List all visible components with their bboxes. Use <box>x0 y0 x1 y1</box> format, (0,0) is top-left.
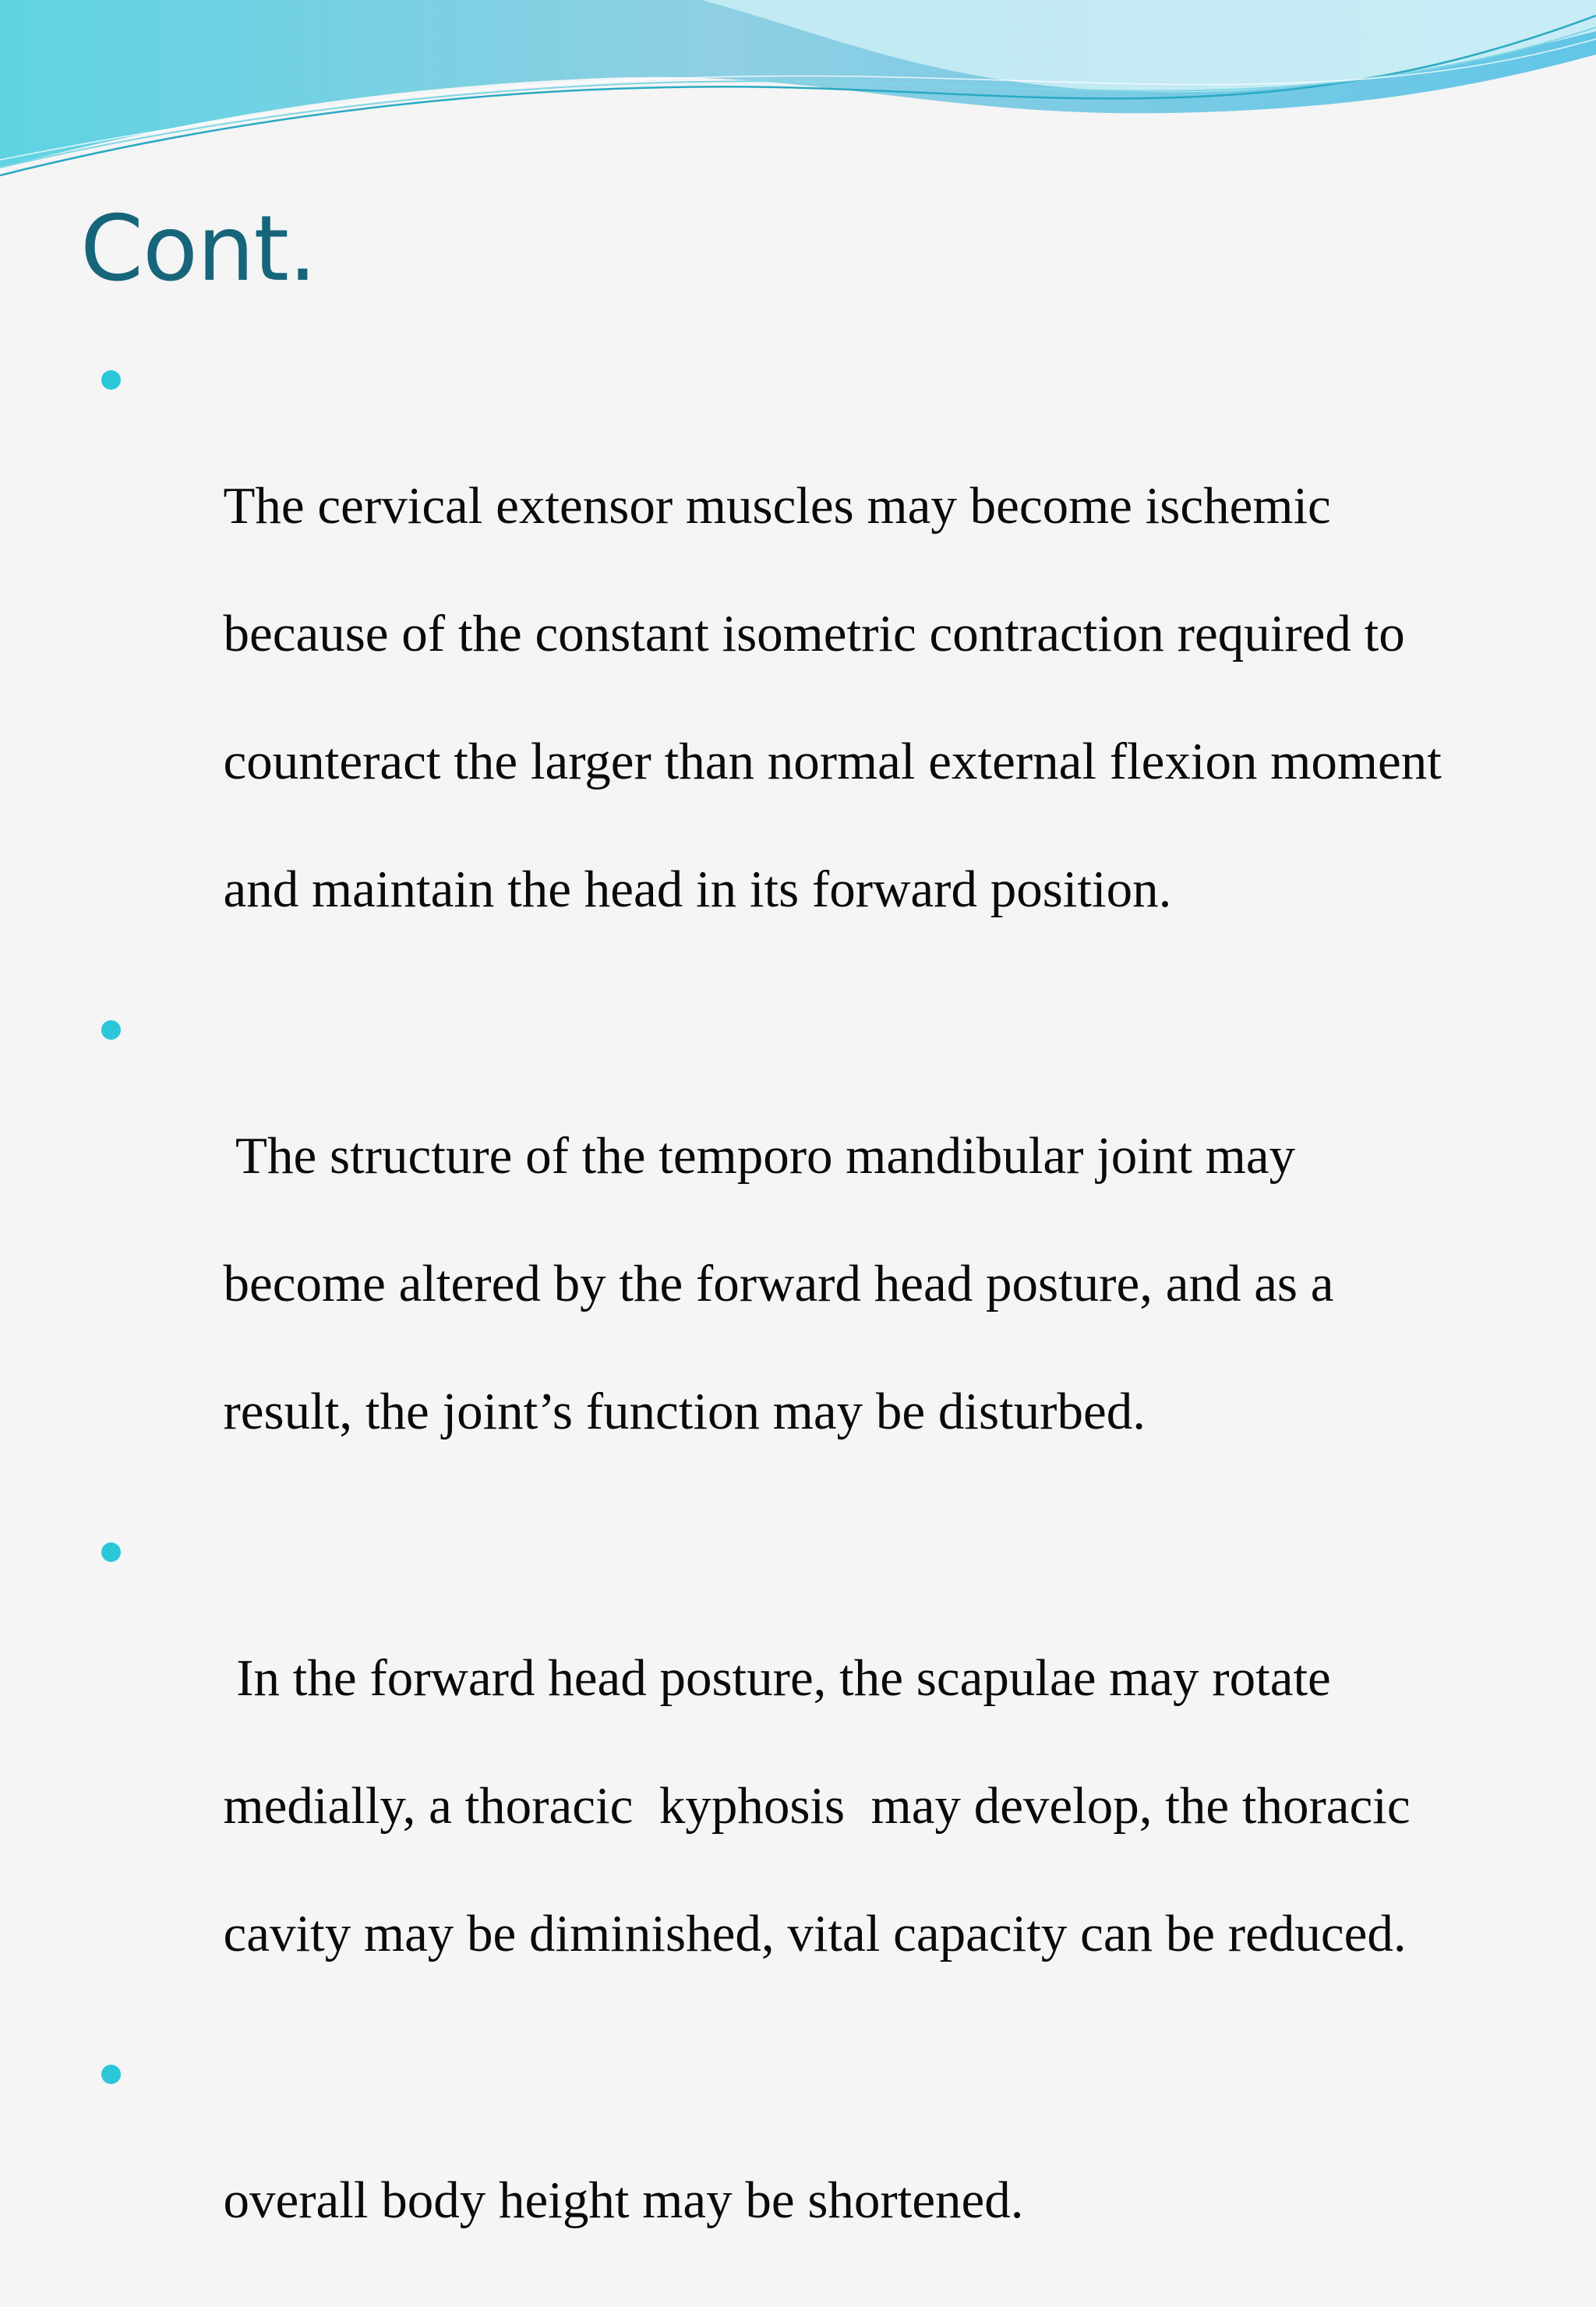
bullet-list <box>145 346 1555 2307</box>
bullet-line: counteract the larger than normal external flexion moment <box>223 733 1442 790</box>
bullet-line: and maintain the head in its forward position. <box>223 860 1172 918</box>
header-wave-decoration <box>0 0 1596 187</box>
bullet-line: medially, a thoracic kyphosis may develop, the thoracic <box>223 1777 1411 1835</box>
bullet-dot-icon <box>101 1020 121 1040</box>
slide-title: Cont. <box>80 196 316 302</box>
bullet-line: become altered by the forward head posture, and as a <box>223 1255 1334 1312</box>
bullet-line: cavity may be diminished, vital capacity can be reduced. <box>223 1905 1407 1963</box>
bullet-item-ischemic <box>145 346 1555 985</box>
bullet-line: because of the constant isometric contraction required to <box>223 605 1405 662</box>
bullet-line: In the forward head posture, the scapulae may rotate <box>223 1649 1331 1707</box>
bullet-dot-icon <box>101 370 121 390</box>
bullet-item-tmj <box>145 996 1555 1507</box>
bullet-line: result, the joint’s function may be disturbed. <box>223 1383 1146 1440</box>
bullet-line: overall body height may be shortened. <box>223 2171 1024 2229</box>
bullet-line: The cervical extensor muscles may become ischemic <box>223 477 1331 535</box>
bullet-line: The structure of the temporo mandibular joint may <box>223 1127 1296 1185</box>
bullet-item-scapulae <box>145 1518 1555 2030</box>
bullet-dot-icon <box>101 2065 121 2084</box>
bullet-item-height <box>145 2040 1555 2296</box>
bullet-dot-icon <box>101 1542 121 1562</box>
